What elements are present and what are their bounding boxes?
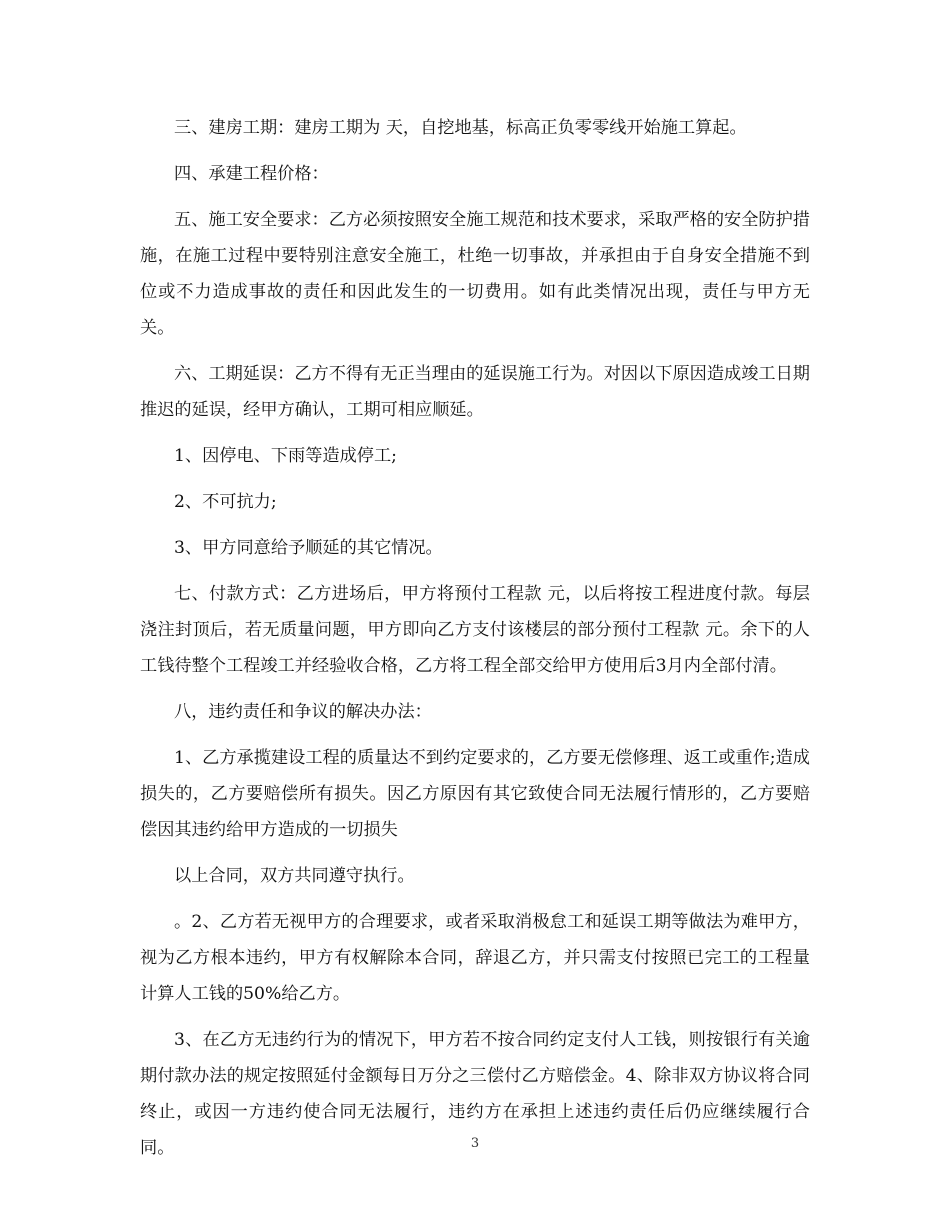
paragraph-liability-heading: 八，违约责任和争议的解决办法： [174, 702, 432, 722]
paragraph-liability-item-2: 。2、乙方若无视甲方的合理要求，或者采取消极怠工和延误工期等做法为难甲方，视为乙方根本违约，甲方有权解除本合同，辞退乙方，并只需支付按照已完工的工程量计算人工钱的50%给乙方。 [140, 912, 810, 1004]
paragraph-delay-item-2: 2、不可抗力; [174, 492, 277, 512]
paragraph-delay: 六、工期延误：乙方不得有无正当理由的延误施工行为。对因以下原因造成竣工日期推迟的延误，经甲方确认，工期可相应顺延。 [140, 364, 810, 420]
paragraph-delay-item-3: 3、甲方同意给予顺延的其它情况。 [174, 538, 443, 558]
paragraph-payment: 七、付款方式：乙方进场后，甲方将预付工程款 元，以后将按工程进度付款。每层浇注封顶后，若无质量问题，甲方即向乙方支付该楼层的部分预付工程款 元。余下的人工钱待整个工程竣工并经验收合格，乙方将工程全部交给甲方使用后3月内全部付清。 [140, 584, 810, 676]
document-body [140, 110, 810, 1176]
paragraph-delay-item-1: 1、因停电、下雨等造成停工; [174, 446, 397, 466]
paragraph-safety-requirements: 五、施工安全要求：乙方必须按照安全施工规范和技术要求，采取严格的安全防护措施，在施工过程中要特别注意安全施工，杜绝一切事故，并承担由于自身安全措施不到位或不力造成事故的责任和因此发生的一切费用。如有此类情况出现，责任与甲方无关。 [140, 210, 810, 338]
paragraph-liability-item-1: 1、乙方承揽建设工程的质量达不到约定要求的，乙方要无偿修理、返工或重作;造成损失的，乙方要赔偿所有损失。因乙方原因有其它致使合同无法履行情形的，乙方要赔偿因其违约给甲方造成的一切损失 [140, 748, 810, 840]
paragraph-contract-price: 四、承建工程价格： [174, 164, 329, 184]
page-number: 3 [470, 1136, 480, 1151]
paragraph-construction-period: 三、建房工期：建房工期为 天，自挖地基，标高正负零零线开始施工算起。 [174, 118, 747, 138]
paragraph-liability-item-3-4: 3、在乙方无违约行为的情况下，甲方若不按合同约定支付人工钱，则按银行有关逾期付款办法的规定按照延付金额每日万分之三偿付乙方赔偿金。4、除非双方协议将合同终止，或因一方违约使合同无法履行，违约方在承担上述违约责任后仍应继续履行合同。 [140, 1030, 810, 1158]
paragraph-mutual-compliance: 以上合同，双方共同遵守执行。 [174, 866, 415, 886]
